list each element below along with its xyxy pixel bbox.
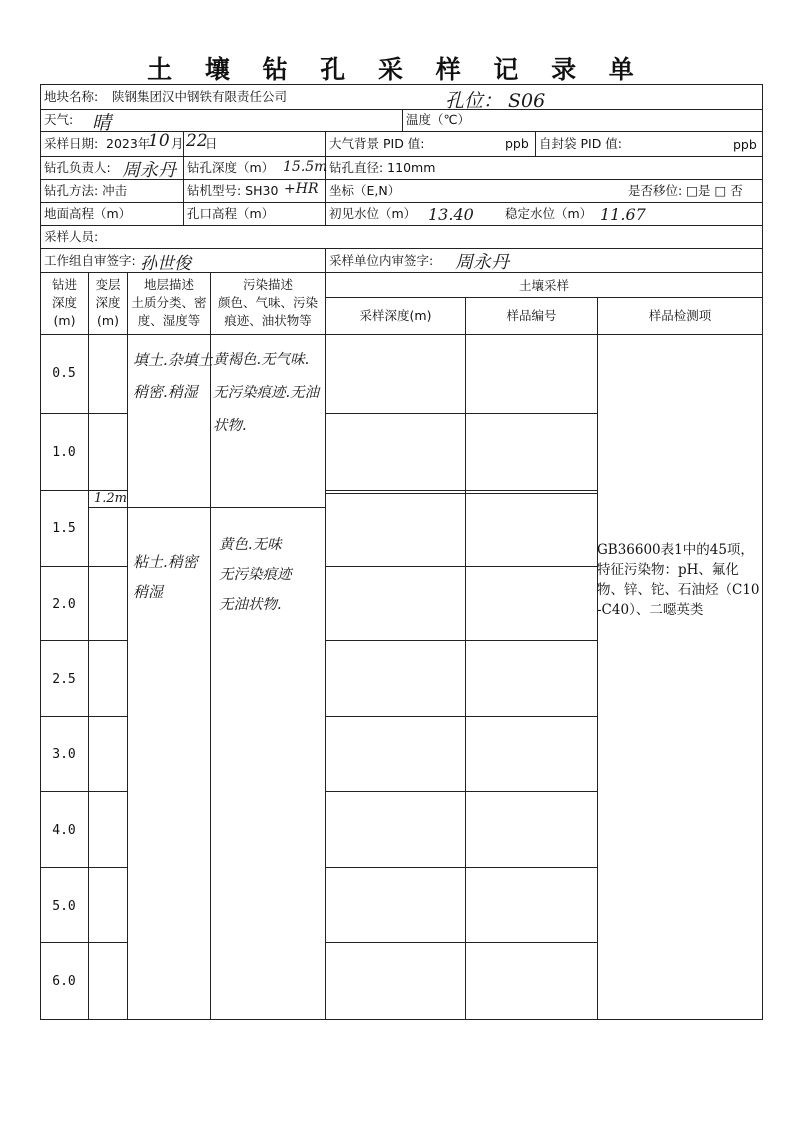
unit-check-signature: 周永丹 — [455, 252, 509, 273]
depth-label: 2.5 — [52, 672, 76, 687]
drill-depth-handwritten: 15.5m — [283, 159, 328, 175]
layer-change-depth-handwritten: 1.2m — [94, 491, 128, 506]
header-pollution: 污染描述 颜色、气味、污染 痕迹、油状物等 — [217, 277, 318, 328]
header-sample-number: 样品编号 — [506, 308, 557, 323]
stable-water-handwritten: 11.67 — [600, 205, 646, 224]
depth-label: 1.0 — [52, 445, 76, 460]
rig-model: 钻机型号: SH30 — [187, 183, 279, 198]
depth-label: 3.0 — [52, 747, 76, 762]
first-water-label: 初见水位（m） — [329, 206, 417, 221]
pollution-description-2: 黄色.无味 无污染痕迹 无油状物. — [219, 537, 292, 613]
header-drill-depth: 钻进 深度 (m) — [51, 277, 77, 328]
hole-number-handwritten: 孔位： S06 — [445, 90, 546, 112]
pid-air-unit: ppb — [505, 136, 529, 151]
sampler-label: 采样人员: — [44, 229, 99, 244]
depth-label: 5.0 — [52, 899, 76, 914]
drill-method: 钻孔方法: 冲击 — [44, 183, 128, 198]
header-soil-sampling: 土壤采样 — [518, 278, 569, 293]
stable-water-label: 稳定水位（m） — [505, 206, 593, 221]
coordinates-label: 坐标（E,N） — [329, 183, 401, 198]
depth-label: 1.5 — [52, 521, 76, 536]
self-check-label: 工作组自审签字: — [44, 253, 136, 268]
date-year: 2023年 — [106, 136, 151, 151]
strata-description-2: 粘土.稍密 稍湿 — [133, 553, 198, 601]
leader-handwritten: 周永丹 — [122, 160, 176, 181]
depth-label: 0.5 — [52, 366, 76, 381]
date-day-char: 日 — [205, 136, 218, 151]
moved-checkbox-group[interactable]: 是否移位: □是 □ 否 — [628, 183, 743, 198]
date-month-handwritten: 10 — [148, 131, 170, 151]
date-label: 采样日期: — [44, 136, 99, 151]
leader-label: 钻孔负责人: — [44, 160, 111, 175]
depth-label: 4.0 — [52, 823, 76, 838]
header-sample-depth: 采样深度(m) — [359, 308, 432, 323]
drill-diameter: 钻孔直径: 110mm — [329, 160, 436, 175]
site-name: 陕钢集团汉中钢铁有限责任公司 — [112, 89, 288, 104]
pid-air-label: 大气背景 PID 值: — [329, 136, 425, 151]
test-items-text: GB36600表1中的45项，特征污染物：pH、氟化物、锌、铊、石油烃（C10-C40）、二噁英类 — [597, 542, 760, 618]
site-label: 地块名称: — [44, 89, 99, 104]
pid-bag-label: 自封袋 PID 值: — [539, 136, 623, 151]
form-title: 土 壤 钻 孔 采 样 记 录 单 — [147, 55, 646, 84]
header-layer-depth: 变层 深度 (m) — [95, 277, 121, 328]
depth-label: 6.0 — [52, 974, 76, 989]
date-day-handwritten: 22 — [186, 131, 208, 151]
pid-bag-unit: ppb — [733, 137, 757, 152]
date-month-char: 月 — [171, 136, 184, 151]
rig-model-handwritten: +HR — [284, 181, 319, 197]
first-water-handwritten: 13.40 — [428, 205, 474, 224]
temperature-label: 温度（℃） — [406, 112, 471, 127]
header-strata: 地层描述 土质分类、密 度、湿度等 — [131, 277, 207, 328]
header-test-items: 样品检测项 — [648, 308, 712, 323]
self-check-signature: 孙世俊 — [140, 254, 191, 274]
ground-elevation-label: 地面高程（m） — [44, 206, 132, 221]
weather-label: 天气: — [44, 112, 74, 127]
pollution-description-1: 黄褐色.无气味. 无污染痕迹.无油 状物. — [213, 352, 320, 434]
hole-elevation-label: 孔口高程（m） — [187, 206, 275, 221]
drill-depth-label: 钻孔深度（m） — [187, 160, 275, 175]
weather-handwritten: 晴 — [92, 112, 112, 134]
strata-description-1: 填土.杂填土 稍密.稍湿 — [133, 351, 213, 401]
depth-label: 2.0 — [52, 597, 76, 612]
unit-check-label: 采样单位内审签字: — [329, 253, 434, 268]
